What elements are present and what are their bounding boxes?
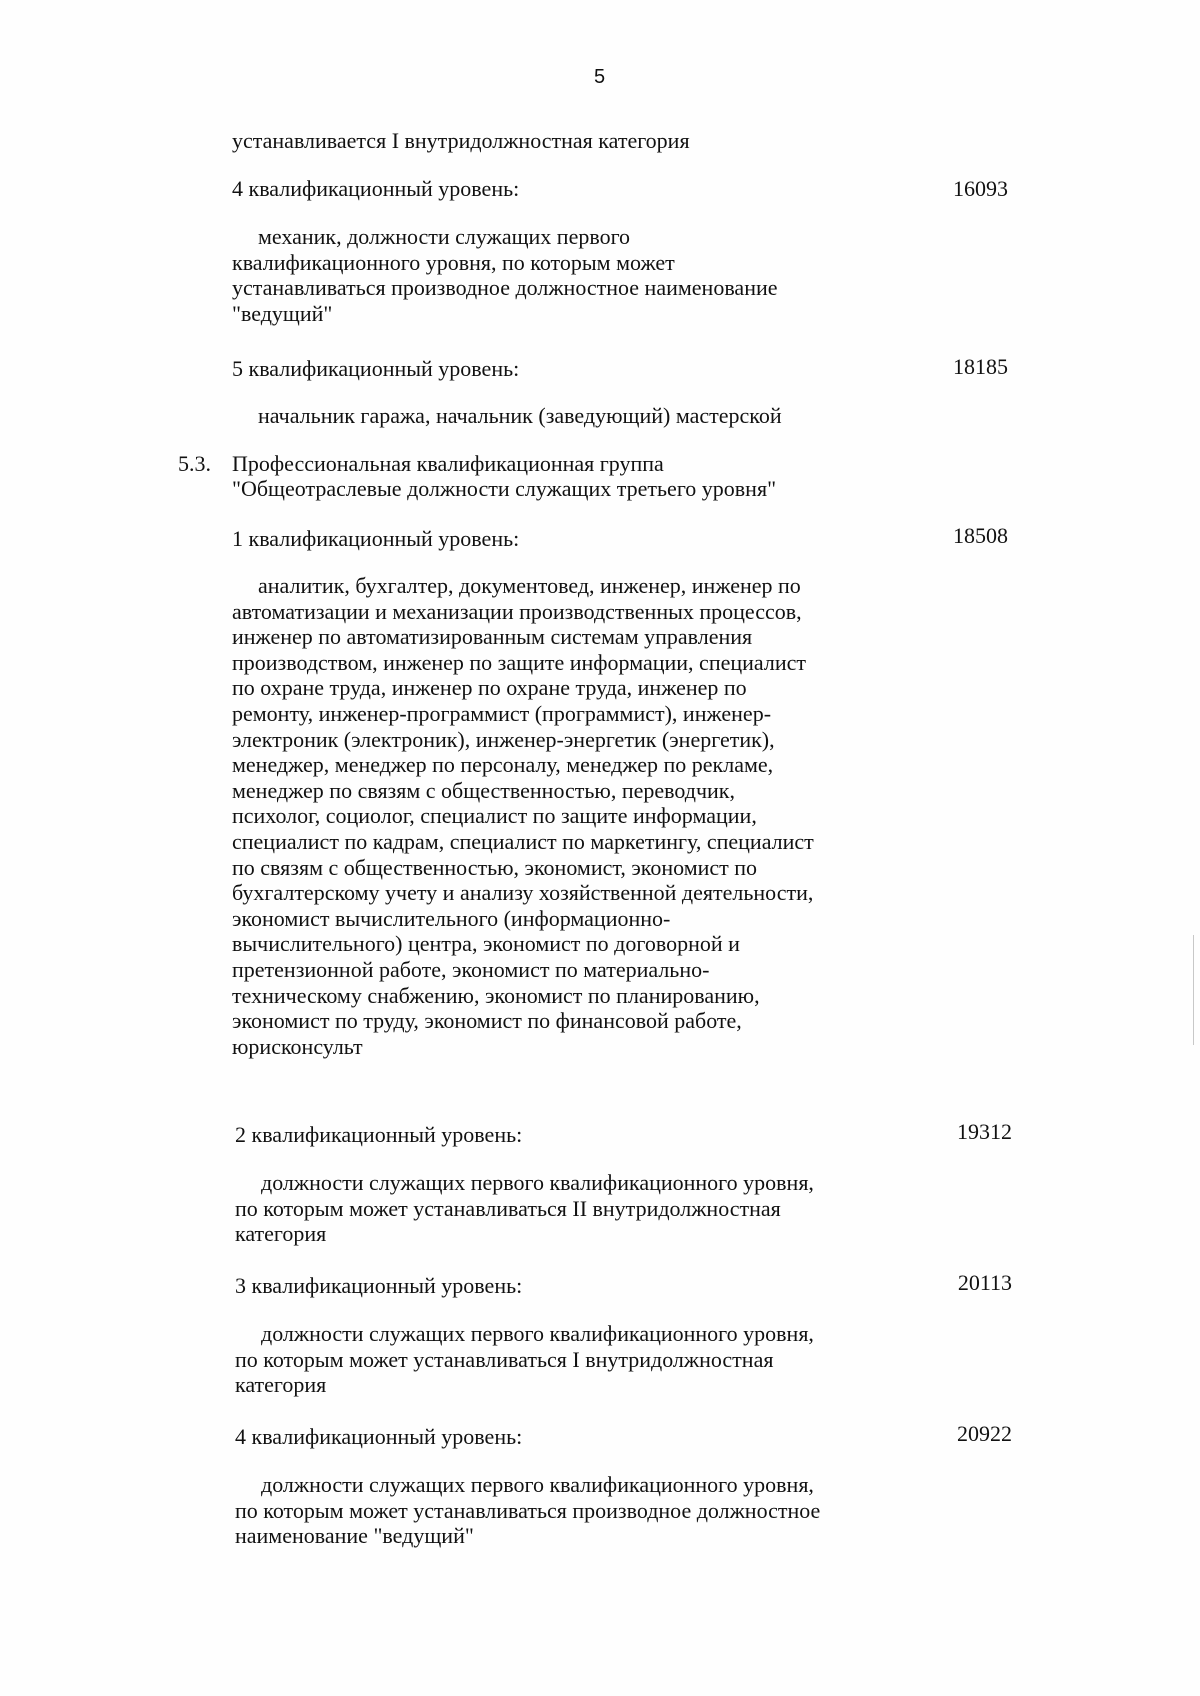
level-label: 2 квалификационный уровень: <box>235 1122 523 1147</box>
level-salary-value: 18185 <box>953 354 1008 379</box>
level-salary-value: 16093 <box>953 176 1008 201</box>
level-positions-text: должности служащих первого квалификационного уровня, по которым может устанавливаться производное должностное наименование "ведущий" <box>235 1472 821 1549</box>
section-title: Профессиональная квалификационная группа "Общеотраслевые должности служащих третьего уровня" <box>232 451 777 501</box>
continuation-text: устанавливается I внутридолжностная категория <box>232 128 690 153</box>
level-positions-text: начальник гаража, начальник (заведующий) мастерской <box>258 403 782 428</box>
level-salary-value: 20113 <box>957 1270 1012 1295</box>
level-positions-text: механик, должности служащих первого квалификационного уровня, по которым может устанавливаться производное должностное наименование "ведущий" <box>232 224 778 326</box>
section-number: 5.3. <box>178 451 211 476</box>
level-positions-text: аналитик, бухгалтер, документовед, инженер, инженер по автоматизации и механизации производственных процессов, инженер по автоматизированным системам управления производством, инженер по защите информации, специалист по охране труда, инженер по охране труда, инженер по ремонту, инженер-программист (программист), инженер- электроник (электроник), инженер-энергетик (энергетик), менеджер, менеджер по персоналу, менеджер по рекламе, менеджер по связям с общественностью, переводчик, психолог, социолог, специалист по защите информации, специалист по кадрам, специалист по маркетингу, специалист по связям с общественностью, экономист, экономист по бухгалтерскому учету и анализу хозяйственной деятельности, экономист вычислительного (информационно- вычислительного) центра, экономист по договорной и претензионной работе, экономист по материально- техническому снабжению, экономист по планированию, экономист по труду, экономист по финансовой работе, юрисконсульт <box>232 573 814 1059</box>
level-positions-text: должности служащих первого квалификационного уровня, по которым может устанавливаться I внутридолжностная категория <box>235 1321 814 1398</box>
page-number: 5 <box>593 66 607 88</box>
level-label: 4 квалификационный уровень: <box>235 1424 523 1449</box>
level-salary-value: 20922 <box>957 1421 1012 1446</box>
level-label: 4 квалификационный уровень: <box>232 176 520 201</box>
scan-edge-mark <box>1193 935 1194 1045</box>
level-salary-value: 19312 <box>957 1119 1012 1144</box>
level-salary-value: 18508 <box>953 523 1008 548</box>
level-label: 1 квалификационный уровень: <box>232 526 520 551</box>
level-label: 3 квалификационный уровень: <box>235 1273 523 1298</box>
level-label: 5 квалификационный уровень: <box>232 356 520 381</box>
level-positions-text: должности служащих первого квалификационного уровня, по которым может устанавливаться II внутридолжностная категория <box>235 1170 814 1247</box>
